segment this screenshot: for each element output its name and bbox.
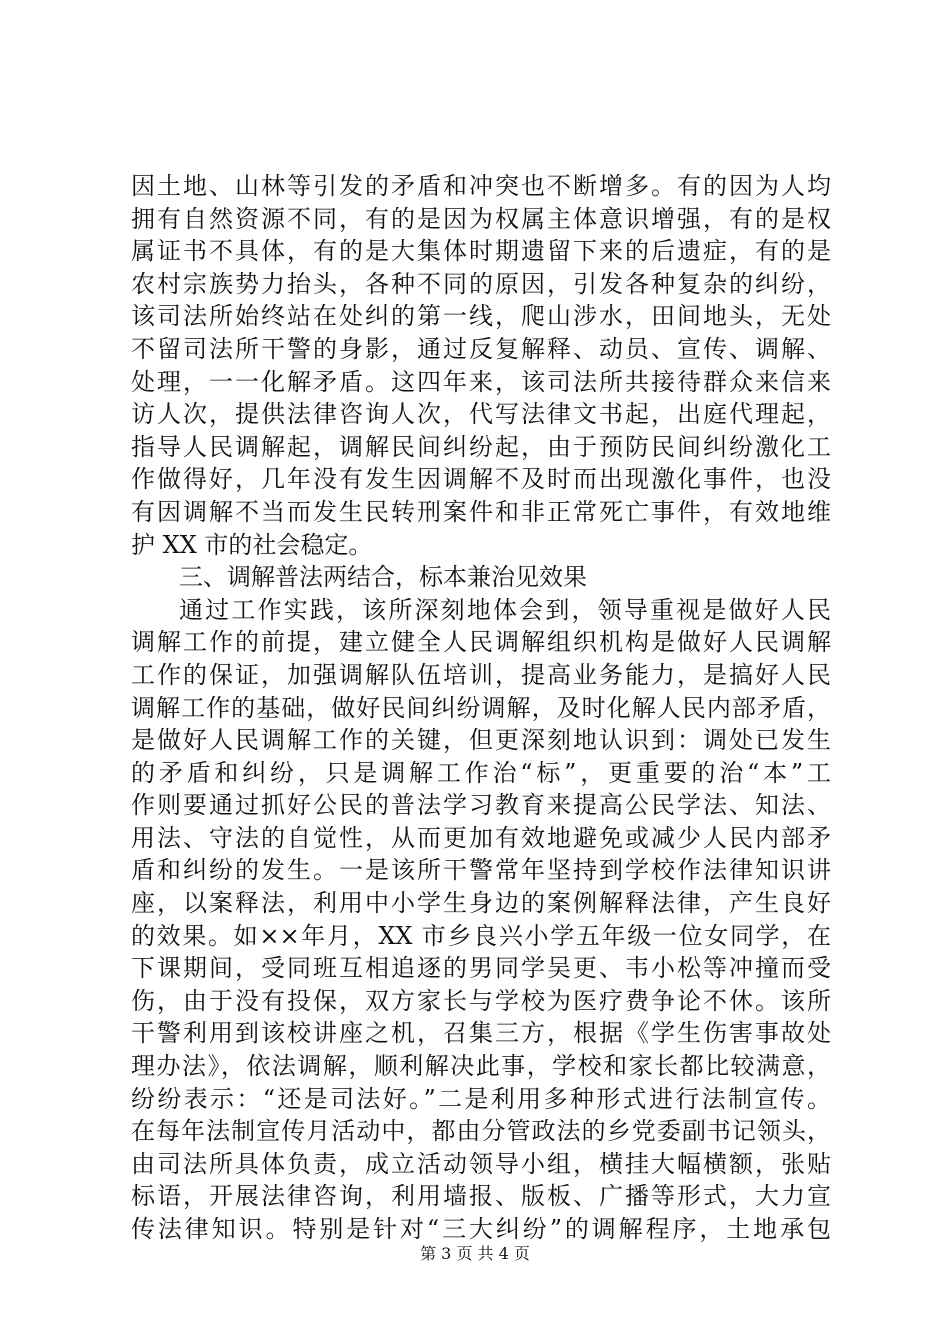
- text-line: 因土地、山林等引发的矛盾和冲突也不断增多。有的因为人均: [131, 172, 831, 200]
- text-line: 调解工作的前提，建立健全人民调解组织机构是做好人民调解: [131, 628, 831, 657]
- text-line: 下课期间，受同班互相追逐的男同学吴更、韦小松等冲撞而受: [131, 954, 831, 983]
- text-line: 指导人民调解起，调解民间纠纷起，由于预防民间纠纷激化工: [131, 432, 831, 461]
- text-line: 用法、守法的自觉性，从而更加有效地避免或减少人民内部矛: [131, 823, 831, 852]
- page-footer: [0, 1244, 950, 1264]
- text-line: 拥有自然资源不同，有的是因为权属主体意识增强，有的是权: [131, 204, 831, 233]
- text-line: 属证书不具体，有的是大集体时期遗留下来的后遗症，有的是: [131, 237, 831, 266]
- text-line: 在每年法制宣传月活动中，都由分管政法的乡党委副书记领头，: [131, 1117, 831, 1146]
- page-number-label: 第 3 页 共 4 页: [420, 1244, 530, 1263]
- text-line: 伤，由于没有投保，双方家长与学校为医疗费争论不休。该所: [131, 986, 831, 1015]
- text-line: 不留司法所干警的身影，通过反复解释、动员、宣传、调解、: [131, 334, 831, 363]
- text-line: 的矛盾和纠纷，只是调解工作治“标”，更重要的治“本”工: [131, 758, 831, 787]
- section-heading: 三、调解普法两结合，标本兼治见效果: [179, 563, 587, 592]
- text-line: 访人次，提供法律咨询人次，代写法律文书起，出庭代理起，: [131, 400, 831, 429]
- text-line: 工作的保证，加强调解队伍培训，提高业务能力，是搞好人民: [131, 660, 831, 689]
- text-line: 干警利用到该校讲座之机，召集三方，根据《学生伤害事故处: [131, 1019, 831, 1048]
- text-line: 有因调解不当而发生民转刑案件和非正常死亡事件，有效地维: [131, 497, 831, 526]
- document-body: [131, 170, 831, 1246]
- text-line: 标语，开展法律咨询，利用墙报、版板、广播等形式，大力宣: [131, 1182, 831, 1211]
- text-line: 作则要通过抓好公民的普法学习教育来提高公民学法、知法、: [131, 791, 831, 820]
- text-line: 是做好人民调解工作的关键，但更深刻地认识到：调处已发生: [131, 726, 831, 755]
- text-line: 的效果。如××年月，XX 市乡良兴小学五年级一位女同学，在: [131, 921, 831, 950]
- text-line: 传法律知识。特别是针对“三大纠纷”的调解程序，土地承包: [131, 1215, 831, 1243]
- text-line: 农村宗族势力抬头，各种不同的原因，引发各种复杂的纠纷，: [131, 269, 831, 298]
- text-line: 处理，一一化解矛盾。这四年来，该司法所共接待群众来信来: [131, 367, 831, 396]
- text-line: 盾和纠纷的发生。一是该所干警常年坚持到学校作法律知识讲: [131, 856, 831, 885]
- text-line: 该司法所始终站在处纠的第一线，爬山涉水，田间地头，无处: [131, 302, 831, 331]
- text-line: 通过工作实践，该所深刻地体会到，领导重视是做好人民: [179, 595, 831, 624]
- text-line: 护 XX 市的社会稳定。: [131, 530, 373, 559]
- text-line: 调解工作的基础，做好民间纠纷调解，及时化解人民内部矛盾，: [131, 693, 831, 722]
- text-line: 理办法》，依法调解，顺利解决此事，学校和家长都比较满意，: [131, 1052, 831, 1081]
- text-line: 由司法所具体负责，成立活动领导小组，横挂大幅横额，张贴: [131, 1149, 831, 1178]
- text-line: 座，以案释法，利用中小学生身边的案例解释法律，产生良好: [131, 889, 831, 918]
- text-line: 纷纷表示：“还是司法好。”二是利用多种形式进行法制宣传。: [131, 1084, 831, 1113]
- text-line: 作做得好，几年没有发生因调解不及时而出现激化事件，也没: [131, 465, 831, 494]
